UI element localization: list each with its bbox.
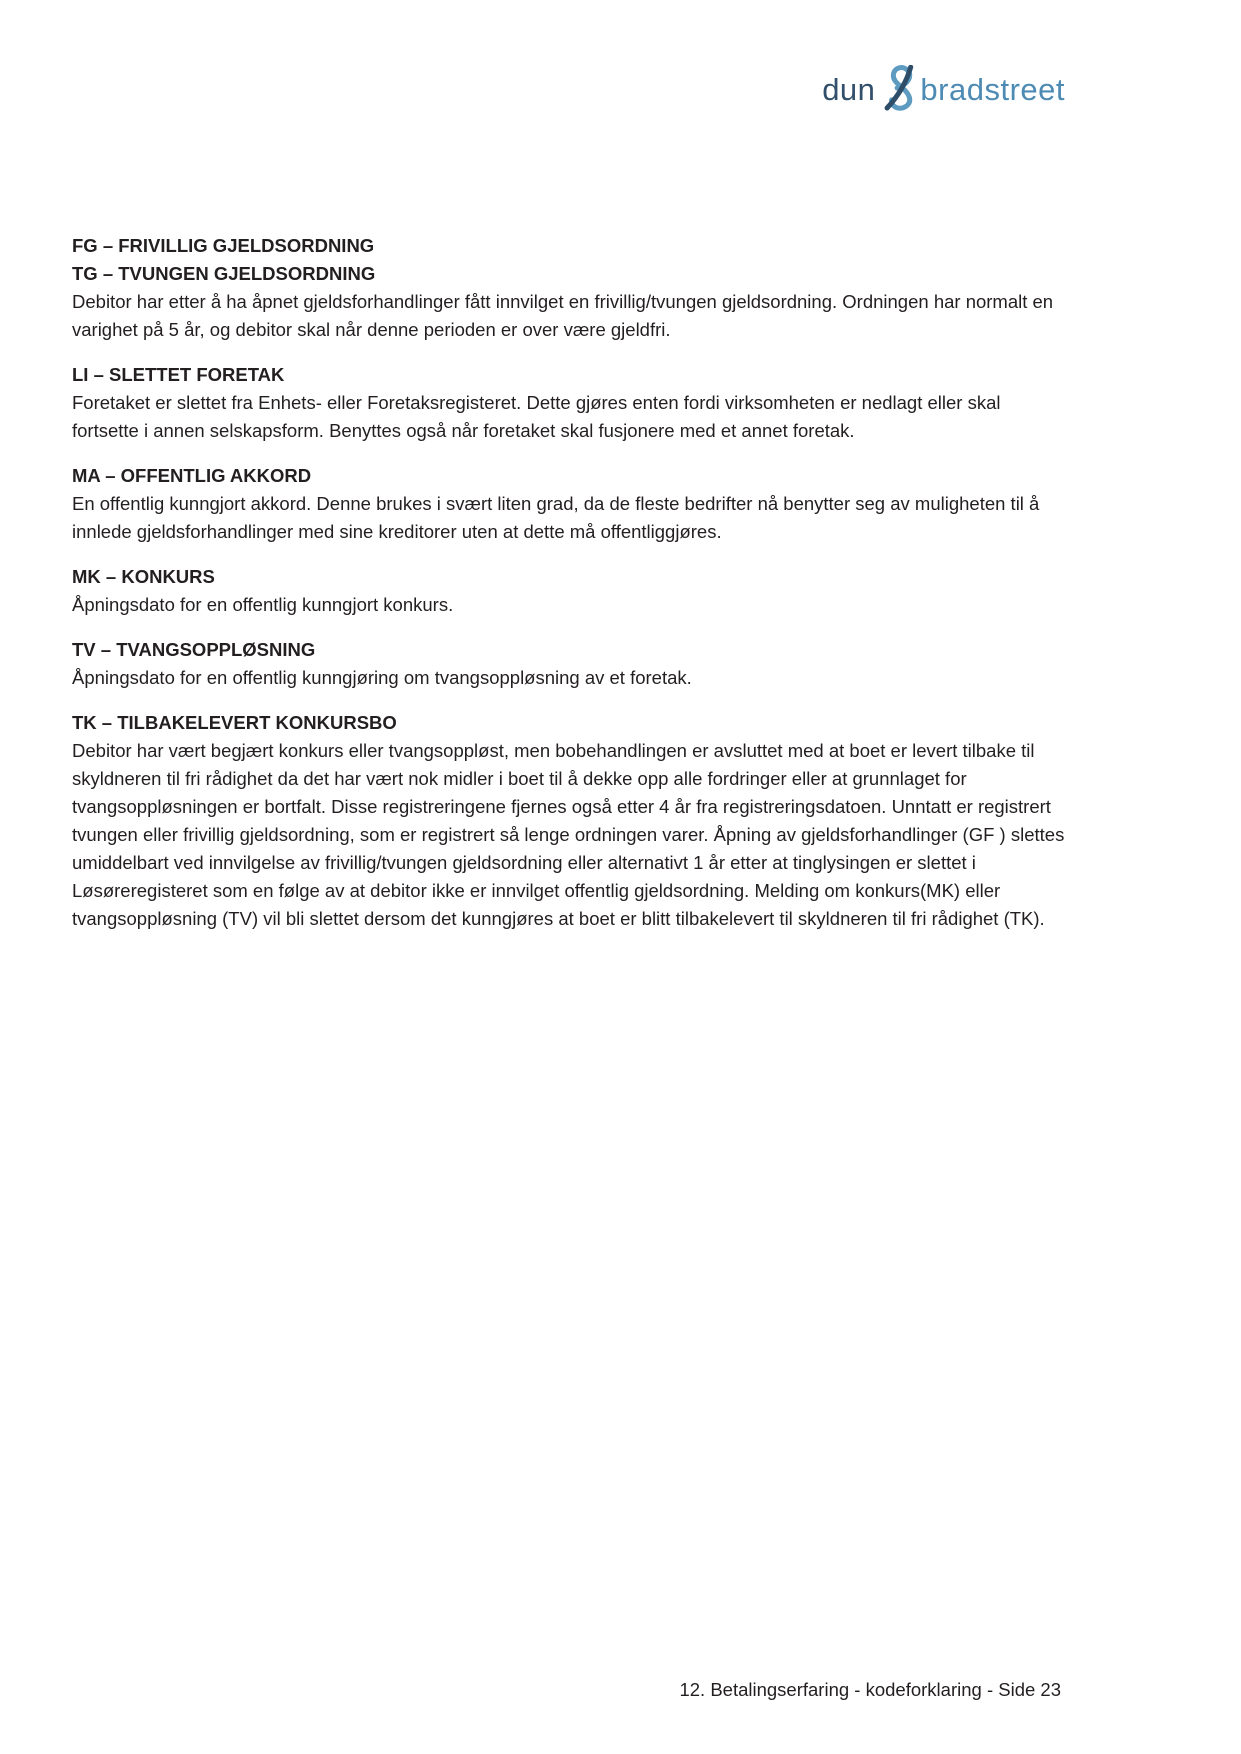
section-body: Debitor har etter å ha åpnet gjeldsforhandlinger fått innvilget en frivillig/tvungen gjeldsordning. Ordningen har normalt en varighet på 5 år, og debitor skal når denne perioden er over være gjeldfri.	[72, 291, 1054, 340]
section-body: Debitor har vært begjært konkurs eller tvangsoppløst, men bobehandlingen er avsluttet med at boet er levert tilbake til skyldneren til fri rådighet da det har vært nok midler i boet til å dekke opp alle fordringer eller at grunnlaget for tvangsoppløsningen er bortfalt. Disse registreringene fjernes også etter 4 år fra registreringsdatoen. Unntatt er registrert tvungen eller frivillig gjeldsordning, som er registrert så lenge ordningen varer. Åpning av gjeldsforhandlinger (GF ) slettes umiddelbart ved innvilgelse av frivillig/tvungen gjeldsordning eller alternativt 1 år etter at tinglysingen er slettet i Løsøreregisteret som en følge av at debitor ikke er innvilget offentlig gjeldsordning. Melding om konkurs(MK) eller tvangsoppløsning (TV) vil bli slettet dersom det kunngjøres at boet er blitt tilbakelevert til skyldneren til fri rådighet (TK).	[72, 740, 1065, 929]
code-explanations	[72, 232, 1067, 950]
section-tk	[72, 709, 1067, 933]
section-tv	[72, 636, 1067, 692]
section-heading: TK – TILBAKELEVERT KONKURSBO	[72, 712, 397, 733]
section-mk	[72, 563, 1067, 619]
section-body: Foretaket er slettet fra Enhets- eller Foretaksregisteret. Dette gjøres enten fordi virksomheten er nedlagt eller skal fortsette i annen selskapsform. Benyttes også når foretaket skal fusjonere med et annet foretak.	[72, 392, 1001, 441]
logo-text-dun: dun	[822, 72, 876, 107]
section-heading: MA – OFFENTLIG AKKORD	[72, 465, 312, 486]
page-footer	[72, 1676, 1061, 1704]
section-body: En offentlig kunngjort akkord. Denne brukes i svært liten grad, da de fleste bedrifter nå benytter seg av muligheten til å innlede gjeldsforhandlinger med sine kreditorer uten at dette må offentliggjøres.	[72, 493, 1040, 542]
section-heading: TG – TVUNGEN GJELDSORDNING	[72, 263, 376, 284]
section-ma	[72, 462, 1067, 546]
footer-text: 12. Betalingserfaring - kodeforklaring - Side 23	[679, 1679, 1061, 1700]
section-fg-tg	[72, 232, 1067, 344]
section-body: Åpningsdato for en offentlig kunngjort konkurs.	[72, 594, 454, 615]
section-li	[72, 361, 1067, 445]
ampersand-icon	[878, 65, 918, 111]
section-heading: LI – SLETTET FORETAK	[72, 364, 285, 385]
section-heading: TV – TVANGSOPPLØSNING	[72, 639, 316, 660]
logo-text-bradstreet: bradstreet	[920, 72, 1065, 107]
section-heading: FG – FRIVILLIG GJELDSORDNING	[72, 235, 375, 256]
section-body: Åpningsdato for en offentlig kunngjøring om tvangsoppløsning av et foretak.	[72, 667, 692, 688]
dun-bradstreet-logo	[822, 64, 1065, 116]
section-heading: MK – KONKURS	[72, 566, 215, 587]
